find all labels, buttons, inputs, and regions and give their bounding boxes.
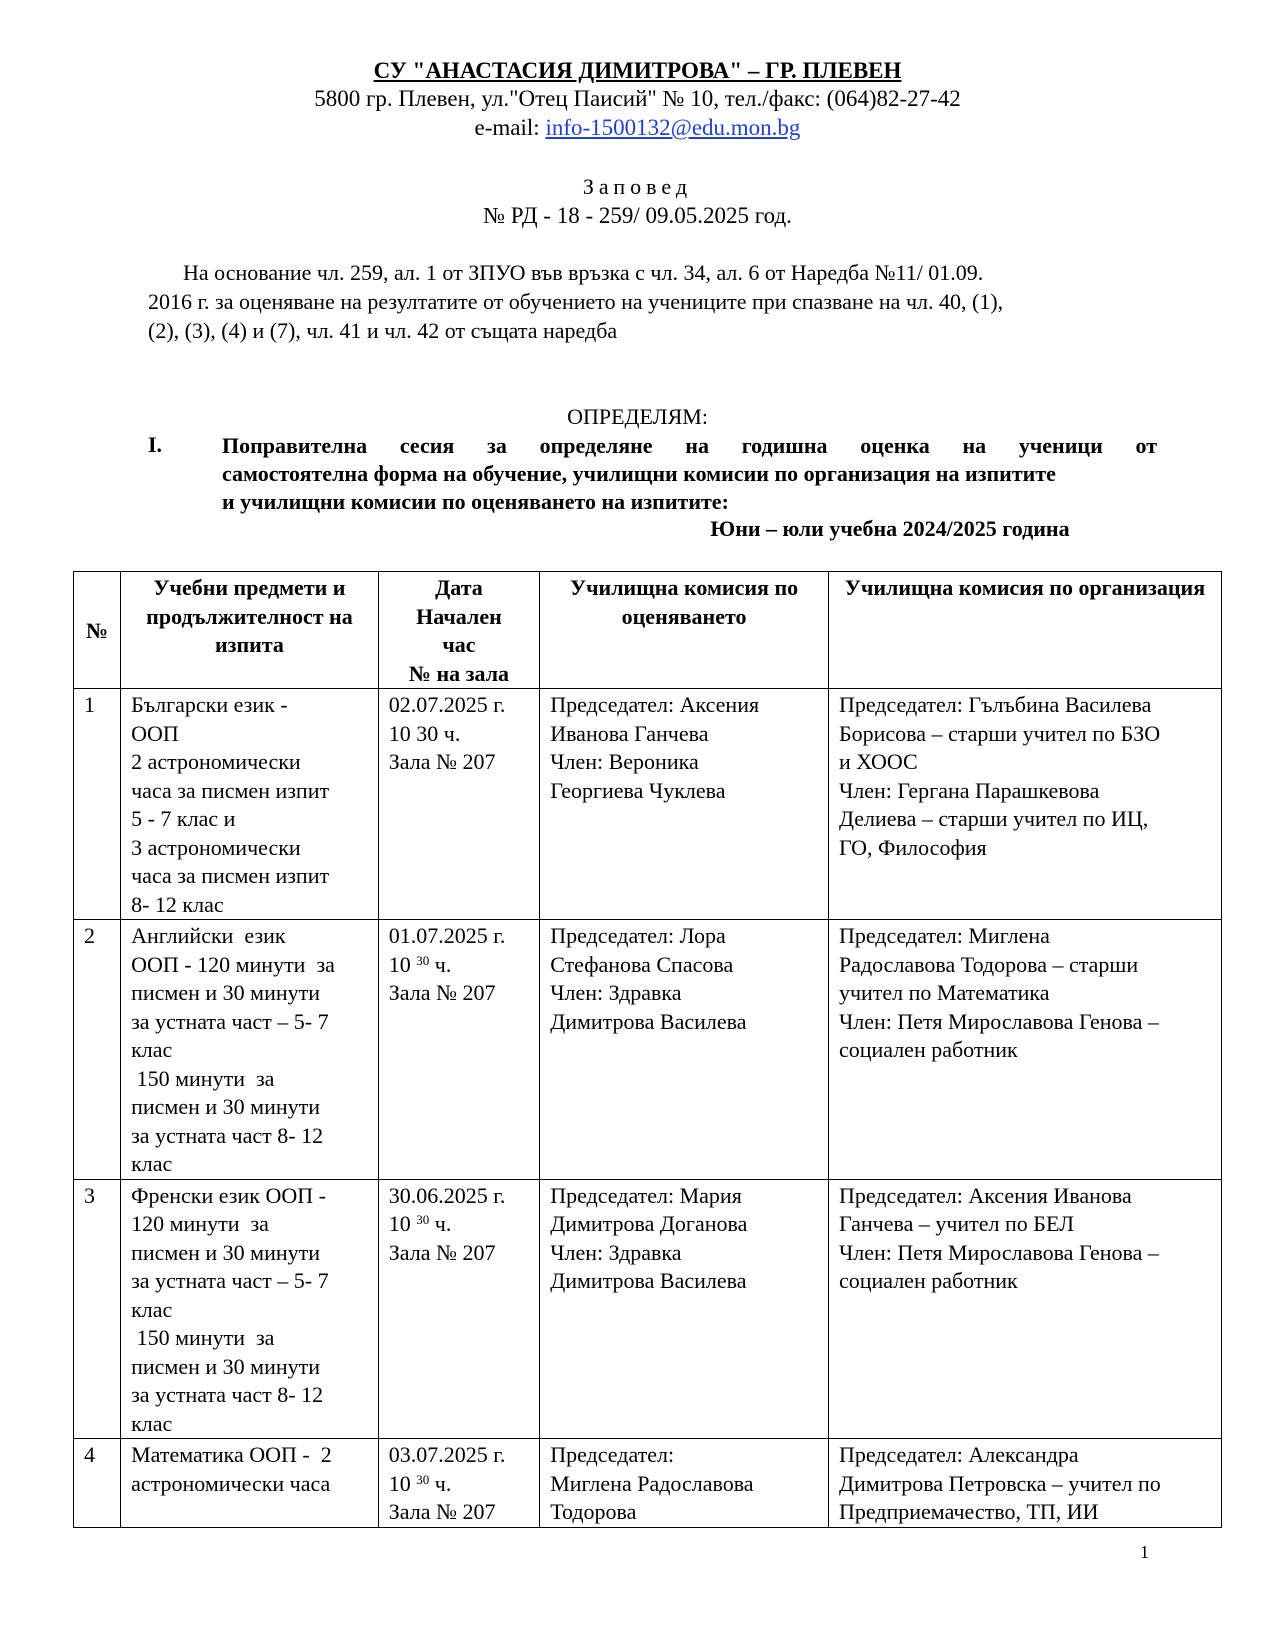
time-minutes: 30 bbox=[416, 1212, 430, 1227]
col-header-grading: Училищна комисия по оценяването bbox=[540, 572, 829, 689]
row-number-cell: 3 bbox=[74, 1179, 121, 1439]
grading-line: Димитрова Василева bbox=[550, 1268, 747, 1293]
subject-line: часа за писмен изпит bbox=[131, 863, 330, 888]
section-number: I. bbox=[148, 432, 163, 457]
organization-committee-cell bbox=[828, 1179, 1221, 1439]
col-header-date bbox=[378, 572, 539, 689]
subject-line: клас bbox=[131, 1151, 173, 1176]
grading-line: Стефанова Спасова bbox=[550, 951, 734, 977]
subject-cell bbox=[121, 1179, 379, 1439]
organization-line: Председател: Гълъбина Василева bbox=[838, 692, 1152, 717]
grading-line: Георгиева Чуклева bbox=[550, 777, 726, 803]
school-email-line bbox=[0, 115, 1275, 141]
organization-committee-cell bbox=[828, 1439, 1221, 1528]
table-row bbox=[74, 1179, 1222, 1439]
subject-line: за устната част – 5- 7 bbox=[131, 1008, 329, 1034]
table-row bbox=[74, 1439, 1222, 1528]
subject-line: Математика ООП - 2 bbox=[131, 1442, 332, 1467]
subject-line: за устната част – 5- 7 bbox=[131, 1268, 329, 1293]
subject-line: 150 минути за bbox=[131, 1065, 275, 1091]
basis-line-3: (2), (3), (4) и (7), чл. 41 и чл. 42 от същата наредба bbox=[148, 318, 618, 343]
time-hour: 10 bbox=[388, 1470, 417, 1496]
legal-basis bbox=[148, 258, 1138, 345]
date-cell bbox=[378, 1179, 539, 1439]
organization-line: учител по Математика bbox=[838, 980, 1050, 1005]
organization-line: Димитрова Петровска – учител по bbox=[838, 1470, 1161, 1496]
grading-line: Миглена Радославова bbox=[550, 1470, 754, 1496]
subject-line: астрономически часа bbox=[131, 1470, 331, 1496]
subject-cell bbox=[121, 1439, 379, 1528]
time-minutes: 30 bbox=[416, 952, 430, 968]
school-year-period: Юни – юли учебна 2024/2025 година bbox=[710, 516, 1070, 541]
subject-line: 120 минути за bbox=[131, 1211, 269, 1236]
subject-line: ООП - 120 минути за bbox=[131, 951, 335, 977]
page-number: 1 bbox=[1140, 1542, 1149, 1562]
school-name: СУ "АНАСТАСИЯ ДИМИТРОВА" – ГР. ПЛЕВЕН bbox=[373, 58, 902, 83]
grading-line: Председател: Аксения bbox=[550, 692, 760, 717]
subject-line: 3 астрономически bbox=[131, 834, 301, 860]
date-cell bbox=[378, 920, 539, 1180]
subject-line: часа за писмен изпит bbox=[131, 777, 330, 803]
organization-committee-cell bbox=[828, 689, 1221, 920]
exam-time bbox=[389, 720, 529, 749]
subject-line: Френски език ООП - bbox=[131, 1182, 326, 1208]
subject-line: Български език - bbox=[131, 692, 288, 717]
organization-line: социален работник bbox=[838, 1268, 1018, 1293]
basis-line-2: 2016 г. за оценяване на резултатите от обучението на учениците при спазване на чл. 40, (1), bbox=[148, 289, 1004, 314]
exam-room: Зала № 207 bbox=[388, 980, 496, 1005]
col-header-organization: Училищна комисия по организация bbox=[828, 572, 1221, 689]
subject-line: 150 минути за bbox=[131, 1325, 275, 1350]
subject-line: клас bbox=[131, 1037, 173, 1062]
school-address: 5800 гр. Плевен, ул."Отец Паисий" № 10, тел./факс: (064)82-27-42 bbox=[314, 86, 961, 111]
grading-line: Иванова Ганчева bbox=[550, 720, 709, 746]
subject-line: 8- 12 клас bbox=[131, 891, 224, 917]
time-hour: 10 30 bbox=[388, 720, 439, 746]
row-number-cell: 2 bbox=[74, 920, 121, 1180]
organization-line: Председател: Миглена bbox=[838, 923, 1050, 948]
subject-line: 5 - 7 клас и bbox=[131, 806, 236, 831]
organization-line: Председател: Александра bbox=[838, 1442, 1079, 1467]
subject-line: писмен и 30 минути bbox=[131, 1094, 321, 1119]
exam-room: Зала № 207 bbox=[388, 749, 496, 774]
organization-line: Ганчева – учител по БЕЛ bbox=[838, 1211, 1075, 1236]
basis-line-1: На основание чл. 259, ал. 1 от ЗПУО във връзка с чл. 34, ал. 6 от Наредба №11/ 01.09. bbox=[183, 260, 984, 285]
organization-line: Председател: Аксения Иванова bbox=[838, 1182, 1132, 1208]
email-link[interactable]: info-1500132@edu.mon.bg bbox=[545, 115, 801, 140]
subject-line: писмен и 30 минути bbox=[131, 1353, 321, 1379]
grading-line: Димитрова Доганова bbox=[550, 1211, 748, 1236]
subject-line: за устната част 8- 12 bbox=[131, 1122, 324, 1148]
exam-schedule-table bbox=[73, 571, 1222, 1528]
organization-committee-cell bbox=[828, 920, 1221, 1180]
subject-line: клас bbox=[131, 1410, 173, 1436]
organization-line: Борисова – старши учител по БЗО bbox=[838, 720, 1161, 746]
grading-line: Председател: bbox=[550, 1442, 675, 1467]
subject-line: писмен и 30 минути bbox=[131, 1239, 321, 1265]
grading-line: Член: Здравка bbox=[550, 1239, 682, 1265]
exam-date: 03.07.2025 г. bbox=[388, 1442, 506, 1467]
subject-line: клас bbox=[131, 1296, 173, 1322]
time-hour: 10 bbox=[388, 951, 417, 977]
grading-committee-cell bbox=[540, 689, 829, 920]
grading-line: Председател: Лора bbox=[550, 923, 726, 948]
subject-line: ООП bbox=[131, 720, 179, 746]
section-line-1: Поправителна сесия за определяне на годишна оценка на ученици от bbox=[222, 433, 1157, 458]
table-row bbox=[74, 689, 1222, 920]
section-title bbox=[222, 432, 1157, 516]
grading-committee-cell bbox=[540, 920, 829, 1180]
grading-committee-cell bbox=[540, 1179, 829, 1439]
grading-committee-cell bbox=[540, 1439, 829, 1528]
grading-line: Тодорова bbox=[550, 1499, 637, 1524]
section-line-3: и училищни комисии по оценяването на изпитите: bbox=[222, 489, 729, 514]
time-suffix: ч. bbox=[429, 1211, 452, 1236]
organization-line: Радославова Тодорова – старши bbox=[838, 951, 1139, 977]
time-suffix: ч. bbox=[429, 951, 452, 977]
exam-time bbox=[389, 1470, 529, 1499]
col-header-num: № bbox=[74, 572, 121, 689]
exam-time bbox=[389, 951, 529, 980]
grading-line: Член: Здравка bbox=[550, 980, 682, 1005]
grading-line: Димитрова Василева bbox=[550, 1008, 747, 1034]
date-cell bbox=[378, 1439, 539, 1528]
exam-date: 30.06.2025 г. bbox=[388, 1182, 506, 1208]
exam-time bbox=[389, 1210, 529, 1239]
exam-room: Зала № 207 bbox=[388, 1239, 496, 1265]
organization-line: и ХООС bbox=[838, 749, 918, 774]
table-row bbox=[74, 920, 1222, 1180]
date-header-line: Дата bbox=[435, 575, 483, 600]
date-cell bbox=[378, 689, 539, 920]
col-header-subject: Учебни предмети и продължителност на изпита bbox=[121, 572, 379, 689]
organization-line: Член: Гергана Парашкевова bbox=[838, 777, 1100, 803]
grading-line: Член: Вероника bbox=[550, 749, 699, 774]
organization-line: Член: Петя Мирославова Генова – bbox=[838, 1008, 1159, 1034]
order-title: Заповед bbox=[582, 174, 693, 199]
section-line-2: самостоятелна форма на обучение, училищни комисии по организация на изпитите bbox=[222, 461, 1056, 486]
grading-line: Председател: Мария bbox=[550, 1182, 742, 1208]
time-suffix: ч. bbox=[429, 1470, 452, 1496]
subject-line: за устната част 8- 12 bbox=[131, 1382, 324, 1407]
organization-line: социален работник bbox=[838, 1037, 1018, 1062]
exam-date: 02.07.2025 г. bbox=[388, 692, 506, 717]
subject-cell bbox=[121, 920, 379, 1180]
organization-line: Член: Петя Мирославова Генова – bbox=[838, 1239, 1159, 1265]
order-number: № РД - 18 - 259/ 09.05.2025 год. bbox=[483, 203, 792, 228]
date-header-line: час bbox=[442, 632, 476, 657]
time-hour: 10 bbox=[388, 1211, 417, 1236]
subject-line: Английски език bbox=[131, 923, 286, 948]
subject-line: писмен и 30 минути bbox=[131, 980, 321, 1005]
exam-date: 01.07.2025 г. bbox=[388, 923, 506, 948]
time-minutes: 30 bbox=[416, 1471, 430, 1487]
subject-line: 2 астрономически bbox=[131, 749, 301, 774]
time-suffix: ч. bbox=[438, 720, 461, 746]
subject-cell bbox=[121, 689, 379, 920]
table-header-row bbox=[74, 572, 1222, 689]
row-number-cell: 4 bbox=[74, 1439, 121, 1528]
organization-line: Делиева – старши учител по ИЦ, bbox=[838, 806, 1149, 831]
row-number-cell: 1 bbox=[74, 689, 121, 920]
organization-line: Предприемачество, ТП, ИИ bbox=[838, 1499, 1099, 1524]
exam-room: Зала № 207 bbox=[388, 1499, 496, 1524]
date-header-line: № на зала bbox=[408, 660, 510, 686]
determine-heading: ОПРЕДЕЛЯМ: bbox=[567, 404, 708, 429]
organization-line: ГО, Философия bbox=[838, 834, 987, 860]
date-header-line: Начален bbox=[416, 603, 502, 629]
email-label: e-mail: bbox=[474, 115, 540, 140]
